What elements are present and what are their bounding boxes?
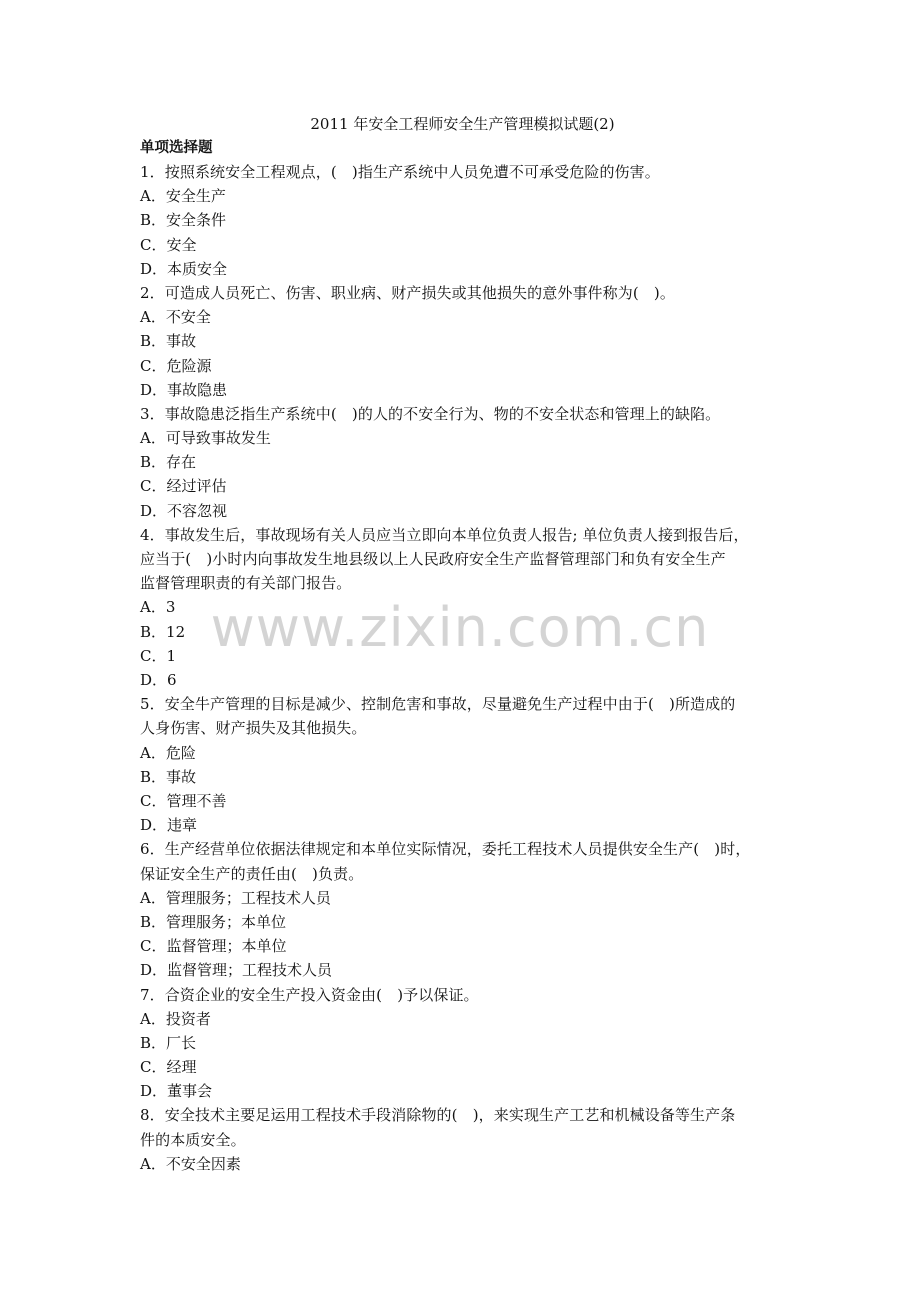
answer-option: B．厂长 bbox=[140, 1033, 197, 1052]
answer-option: A．管理服务；工程技术人员 bbox=[140, 888, 331, 907]
answer-option: A．投资者 bbox=[140, 1009, 211, 1028]
question-1 bbox=[140, 160, 785, 281]
answer-option: B．安全条件 bbox=[140, 211, 227, 230]
question-8 bbox=[140, 1103, 785, 1176]
answer-option: D．监督管理；工程技术人员 bbox=[140, 961, 333, 980]
question-text: 1．按照系统安全工程观点，( )指生产系统中人员免遭不可承受危险的伤害。 bbox=[140, 163, 660, 181]
question-text: 2．可造成人员死亡、伤害、职业病、财产损失或其他损失的意外事件称为( )。 bbox=[140, 283, 675, 302]
answer-option: B．事故 bbox=[140, 767, 197, 786]
question-text: 应当于( )小时内向事故发生地县级以上人民政府安全生产监督管理部门和负有安全生产 bbox=[140, 550, 726, 569]
question-3 bbox=[140, 402, 785, 523]
document-title: 2011 年安全工程师安全生产管理模拟试题(2) bbox=[310, 115, 615, 133]
question-list bbox=[140, 160, 785, 1176]
answer-option: C．1 bbox=[140, 646, 177, 665]
section-heading: 单项选择题 bbox=[140, 140, 213, 156]
watermark: www.zixin.com.cn bbox=[210, 596, 710, 659]
answer-option: A．可导致事故发生 bbox=[140, 429, 271, 448]
answer-option: B．存在 bbox=[140, 453, 197, 472]
answer-option: A．3 bbox=[140, 598, 176, 617]
answer-option: D．违章 bbox=[140, 816, 198, 835]
answer-option: A．危险 bbox=[140, 743, 196, 762]
question-text: 监督管理职责的有关部门报告。 bbox=[140, 574, 352, 593]
answer-option: D．董事会 bbox=[140, 1082, 213, 1101]
answer-option: D．本质安全 bbox=[140, 259, 228, 278]
answer-option: C．经过评估 bbox=[140, 477, 227, 496]
answer-option: A．安全生产 bbox=[140, 187, 226, 206]
question-text: 件的本质安全。 bbox=[140, 1130, 246, 1149]
answer-option: A．不安全因素 bbox=[140, 1154, 241, 1173]
answer-option: D．6 bbox=[140, 671, 177, 690]
question-text: 4．事故发生后，事故现场有关人员应当立即向本单位负责人报告; 单位负责人接到报告后， bbox=[140, 525, 749, 544]
answer-option: C．危险源 bbox=[140, 356, 212, 375]
question-text: 保证安全生产的责任由( )负责。 bbox=[140, 864, 364, 883]
question-text: 7．合资企业的安全生产投入资金由( )予以保证。 bbox=[140, 985, 479, 1004]
answer-option: D．不容忽视 bbox=[140, 501, 228, 520]
answer-option: C．经理 bbox=[140, 1058, 197, 1077]
answer-option: B．管理服务；本单位 bbox=[140, 912, 287, 931]
answer-option: B．12 bbox=[140, 622, 186, 641]
question-text: 3．事故隐患泛指生产系统中( )的人的不安全行为、物的不安全状态和管理上的缺陷。 bbox=[140, 404, 721, 423]
answer-option: A．不安全 bbox=[140, 308, 211, 327]
answer-option: C．监督管理；本单位 bbox=[140, 937, 287, 956]
document-page bbox=[140, 112, 785, 1176]
answer-option: D．事故隐患 bbox=[140, 380, 228, 399]
question-5 bbox=[140, 692, 785, 837]
question-text: 5．安全牛产管理的目标是减少、控制危害和事故，尽量避免生产过程中由于( )所造成的 bbox=[140, 695, 736, 714]
answer-option: C．管理不善 bbox=[140, 792, 227, 810]
question-text: 人身伤害、财产损失及其他损失。 bbox=[140, 719, 367, 738]
question-text: 8．安全技术主要足运用工程技术手段消除物的( )，来实现生产工艺和机械设备等生产条 bbox=[140, 1106, 736, 1125]
question-2 bbox=[140, 281, 785, 402]
question-4 bbox=[140, 523, 785, 692]
question-6 bbox=[140, 837, 785, 982]
answer-option: B．事故 bbox=[140, 332, 197, 351]
question-7 bbox=[140, 983, 785, 1104]
answer-option: C．安全 bbox=[140, 235, 197, 254]
question-text: 6．生产经营单位依据法律规定和本单位实际情况，委托工程技术人员提供安全生产( )时， bbox=[140, 840, 751, 859]
